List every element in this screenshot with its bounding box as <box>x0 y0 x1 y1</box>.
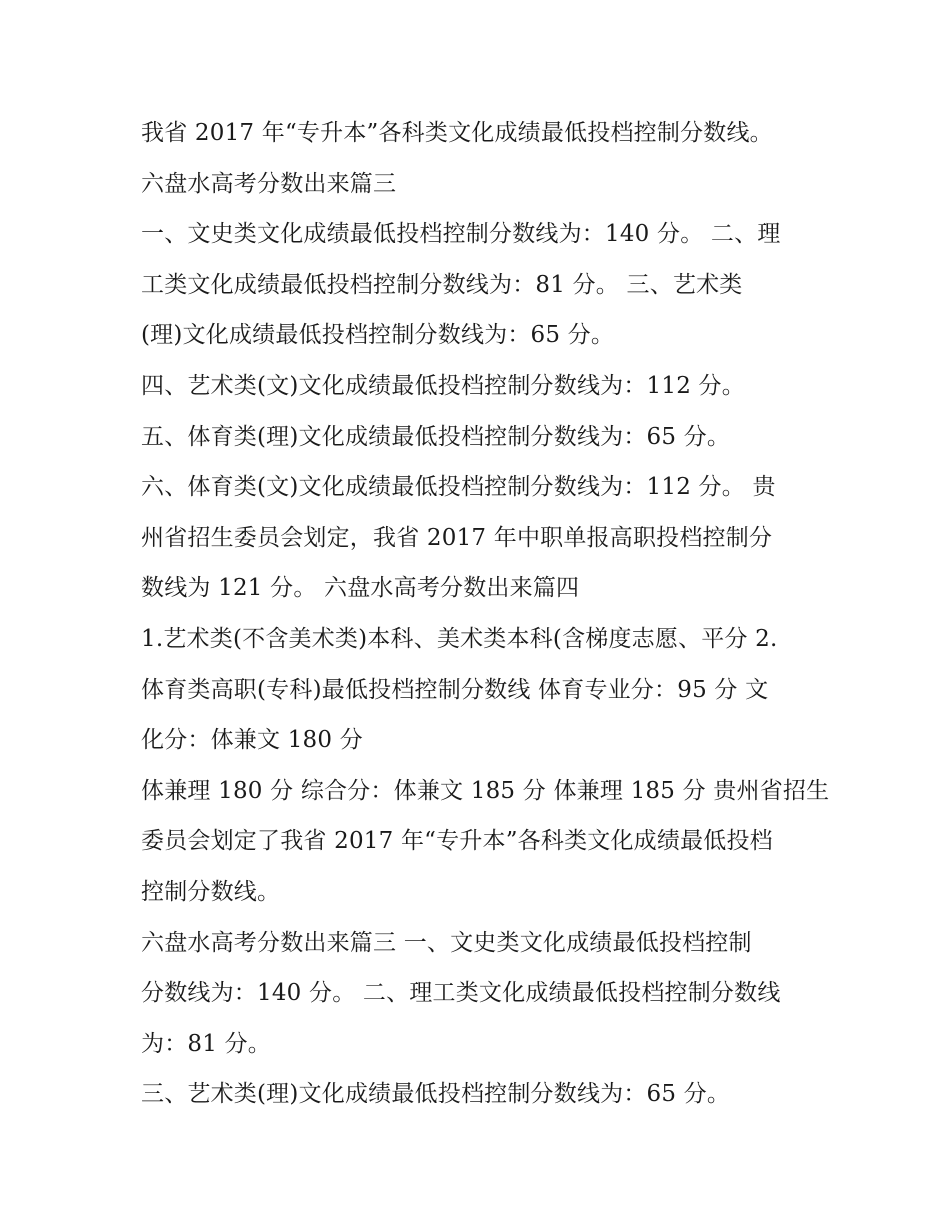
text-line-8: 六、体育类(文)文化成绩最低投档控制分数线为：112 分。 贵 <box>141 474 776 501</box>
text-line-19: 为：81 分。 <box>141 1030 271 1057</box>
text-line-2: 六盘水高考分数出来篇三 <box>141 170 397 197</box>
document-body <box>141 108 831 1120</box>
text-line-11: 1.艺术类(不含美术类)本科、美术类本科(含梯度志愿、平分 2. <box>141 625 778 652</box>
text-line-15: 委员会划定了我省 2017 年“专升本”各科类文化成绩最低投档 <box>141 828 773 855</box>
text-line-12: 体育类高职(专科)最低投档控制分数线 体育专业分：95 分 文 <box>141 676 769 703</box>
text-line-20: 三、艺术类(理)文化成绩最低投档控制分数线为：65 分。 <box>141 1081 731 1108</box>
text-line-14: 体兼理 180 分 综合分：体兼文 185 分 体兼理 185 分 贵州省招生 <box>141 777 830 804</box>
text-line-1: 我省 2017 年“专升本”各科类文化成绩最低投档控制分数线。 <box>141 120 773 146</box>
text-line-4: 工类文化成绩最低投档控制分数线为：81 分。 三、艺术类 <box>141 271 743 298</box>
text-line-17: 六盘水高考分数出来篇三 一、文史类文化成绩最低投档控制 <box>141 929 752 956</box>
text-line-3: 一、文史类文化成绩最低投档控制分数线为：140 分。 二、理 <box>141 221 781 248</box>
text-line-18: 分数线为：140 分。 二、理工类文化成绩最低投档控制分数线 <box>141 980 781 1007</box>
text-line-9: 州省招生委员会划定，我省 2017 年中职单报高职投档控制分 <box>141 524 773 551</box>
text-line-5: (理)文化成绩最低投档控制分数线为：65 分。 <box>141 322 615 349</box>
text-line-16: 控制分数线。 <box>141 878 281 905</box>
text-line-6: 四、艺术类(文)文化成绩最低投档控制分数线为：112 分。 <box>141 372 745 399</box>
text-line-7: 五、体育类(理)文化成绩最低投档控制分数线为：65 分。 <box>141 423 731 450</box>
text-line-13: 化分：体兼文 180 分 <box>141 727 363 754</box>
text-line-10: 数线为 121 分。 六盘水高考分数出来篇四 <box>141 575 580 602</box>
